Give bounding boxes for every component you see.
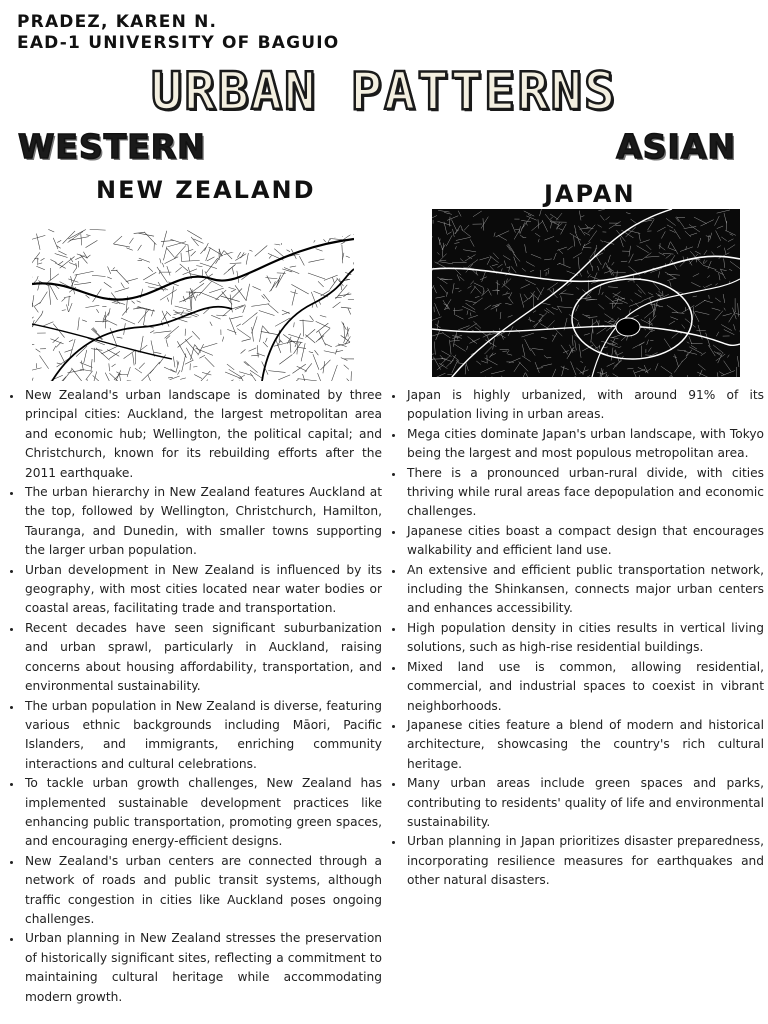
author-affiliation: EAD-1 UNIVERSITY OF BAGUIO: [17, 33, 340, 53]
new-zealand-heading: NEW ZEALAND: [96, 176, 316, 204]
new-zealand-bullet-list: [7, 386, 382, 1007]
tokyo-street-map: [432, 209, 740, 377]
western-heading: WESTERN: [18, 127, 206, 166]
list-item: • Urban planning in New Zealand stresses the preservation of historically significant sites, reflecting a commitment to maintaining cultural heritage while accommodating modern growth.: [23, 929, 382, 1007]
asian-heading: ASIAN: [616, 127, 736, 166]
list-item: • Recent decades have seen significant suburbanization and urban sprawl, particularly in Auckland, raising concerns about housing affordability, transportation, and environmental sustainability.: [23, 619, 382, 697]
list-item: • An extensive and efficient public transportation network, including the Shinkansen, connects major urban centers and enhances accessibility.: [405, 561, 764, 619]
list-item: • To tackle urban growth challenges, New Zealand has implemented sustainable development practices like enhancing public transportation, promoting green spaces, and encouraging energy-efficient designs.: [23, 774, 382, 852]
list-item: • Many urban areas include green spaces and parks, contributing to residents' quality of life and environmental sustainability.: [405, 774, 764, 832]
list-item: • Mega cities dominate Japan's urban landscape, with Tokyo being the largest and most populous metropolitan area.: [405, 425, 764, 464]
auckland-street-map: [32, 209, 354, 381]
author-name: [17, 12, 339, 54]
japan-bullet-list: [389, 386, 764, 891]
tokyo-map-graphic: [432, 209, 740, 377]
page-title: URBAN PATTERNS: [150, 62, 618, 122]
list-item: • Japanese cities feature a blend of modern and historical architecture, showcasing the country's rich cultural heritage.: [405, 716, 764, 774]
list-item: • New Zealand's urban landscape is dominated by three principal cities: Auckland, the largest metropolitan area and economic hub; Wellington, the political capital; and Christchurch, known for its rebuilding efforts after the 2011 earthquake.: [23, 386, 382, 483]
list-item: • The urban hierarchy in New Zealand features Auckland at the top, followed by Wellington, Christchurch, Hamilton, Tauranga, and Dunedin, with smaller towns supporting the larger urban population.: [23, 483, 382, 561]
list-item: • There is a pronounced urban-rural divide, with cities thriving while rural areas face depopulation and economic challenges.: [405, 464, 764, 522]
list-item: • New Zealand's urban centers are connected through a network of roads and public transit systems, although traffic congestion in cities like Auckland poses ongoing challenges.: [23, 852, 382, 930]
list-item: • Urban planning in Japan prioritizes disaster preparedness, incorporating resilience measures for earthquakes and other natural disasters.: [405, 832, 764, 890]
author-name-line: PRADEZ, KAREN N.: [17, 12, 218, 32]
auckland-map-graphic: [32, 209, 354, 381]
list-item: • The urban population in New Zealand is diverse, featuring various ethnic backgrounds including Māori, Pacific Islanders, and immigrants, enriching community interactions and cultural celebrations.: [23, 697, 382, 775]
list-item: • High population density in cities results in vertical living solutions, such as high-rise residential buildings.: [405, 619, 764, 658]
list-item: • Mixed land use is common, allowing residential, commercial, and industrial spaces to coexist in vibrant neighborhoods.: [405, 658, 764, 716]
japan-heading: JAPAN: [544, 180, 636, 208]
list-item: • Japan is highly urbanized, with around 91% of its population living in urban areas.: [405, 386, 764, 425]
list-item: • Urban development in New Zealand is influenced by its geography, with most cities located near water bodies or coastal areas, facilitating trade and transportation.: [23, 561, 382, 619]
list-item: • Japanese cities boast a compact design that encourages walkability and efficient land use.: [405, 522, 764, 561]
